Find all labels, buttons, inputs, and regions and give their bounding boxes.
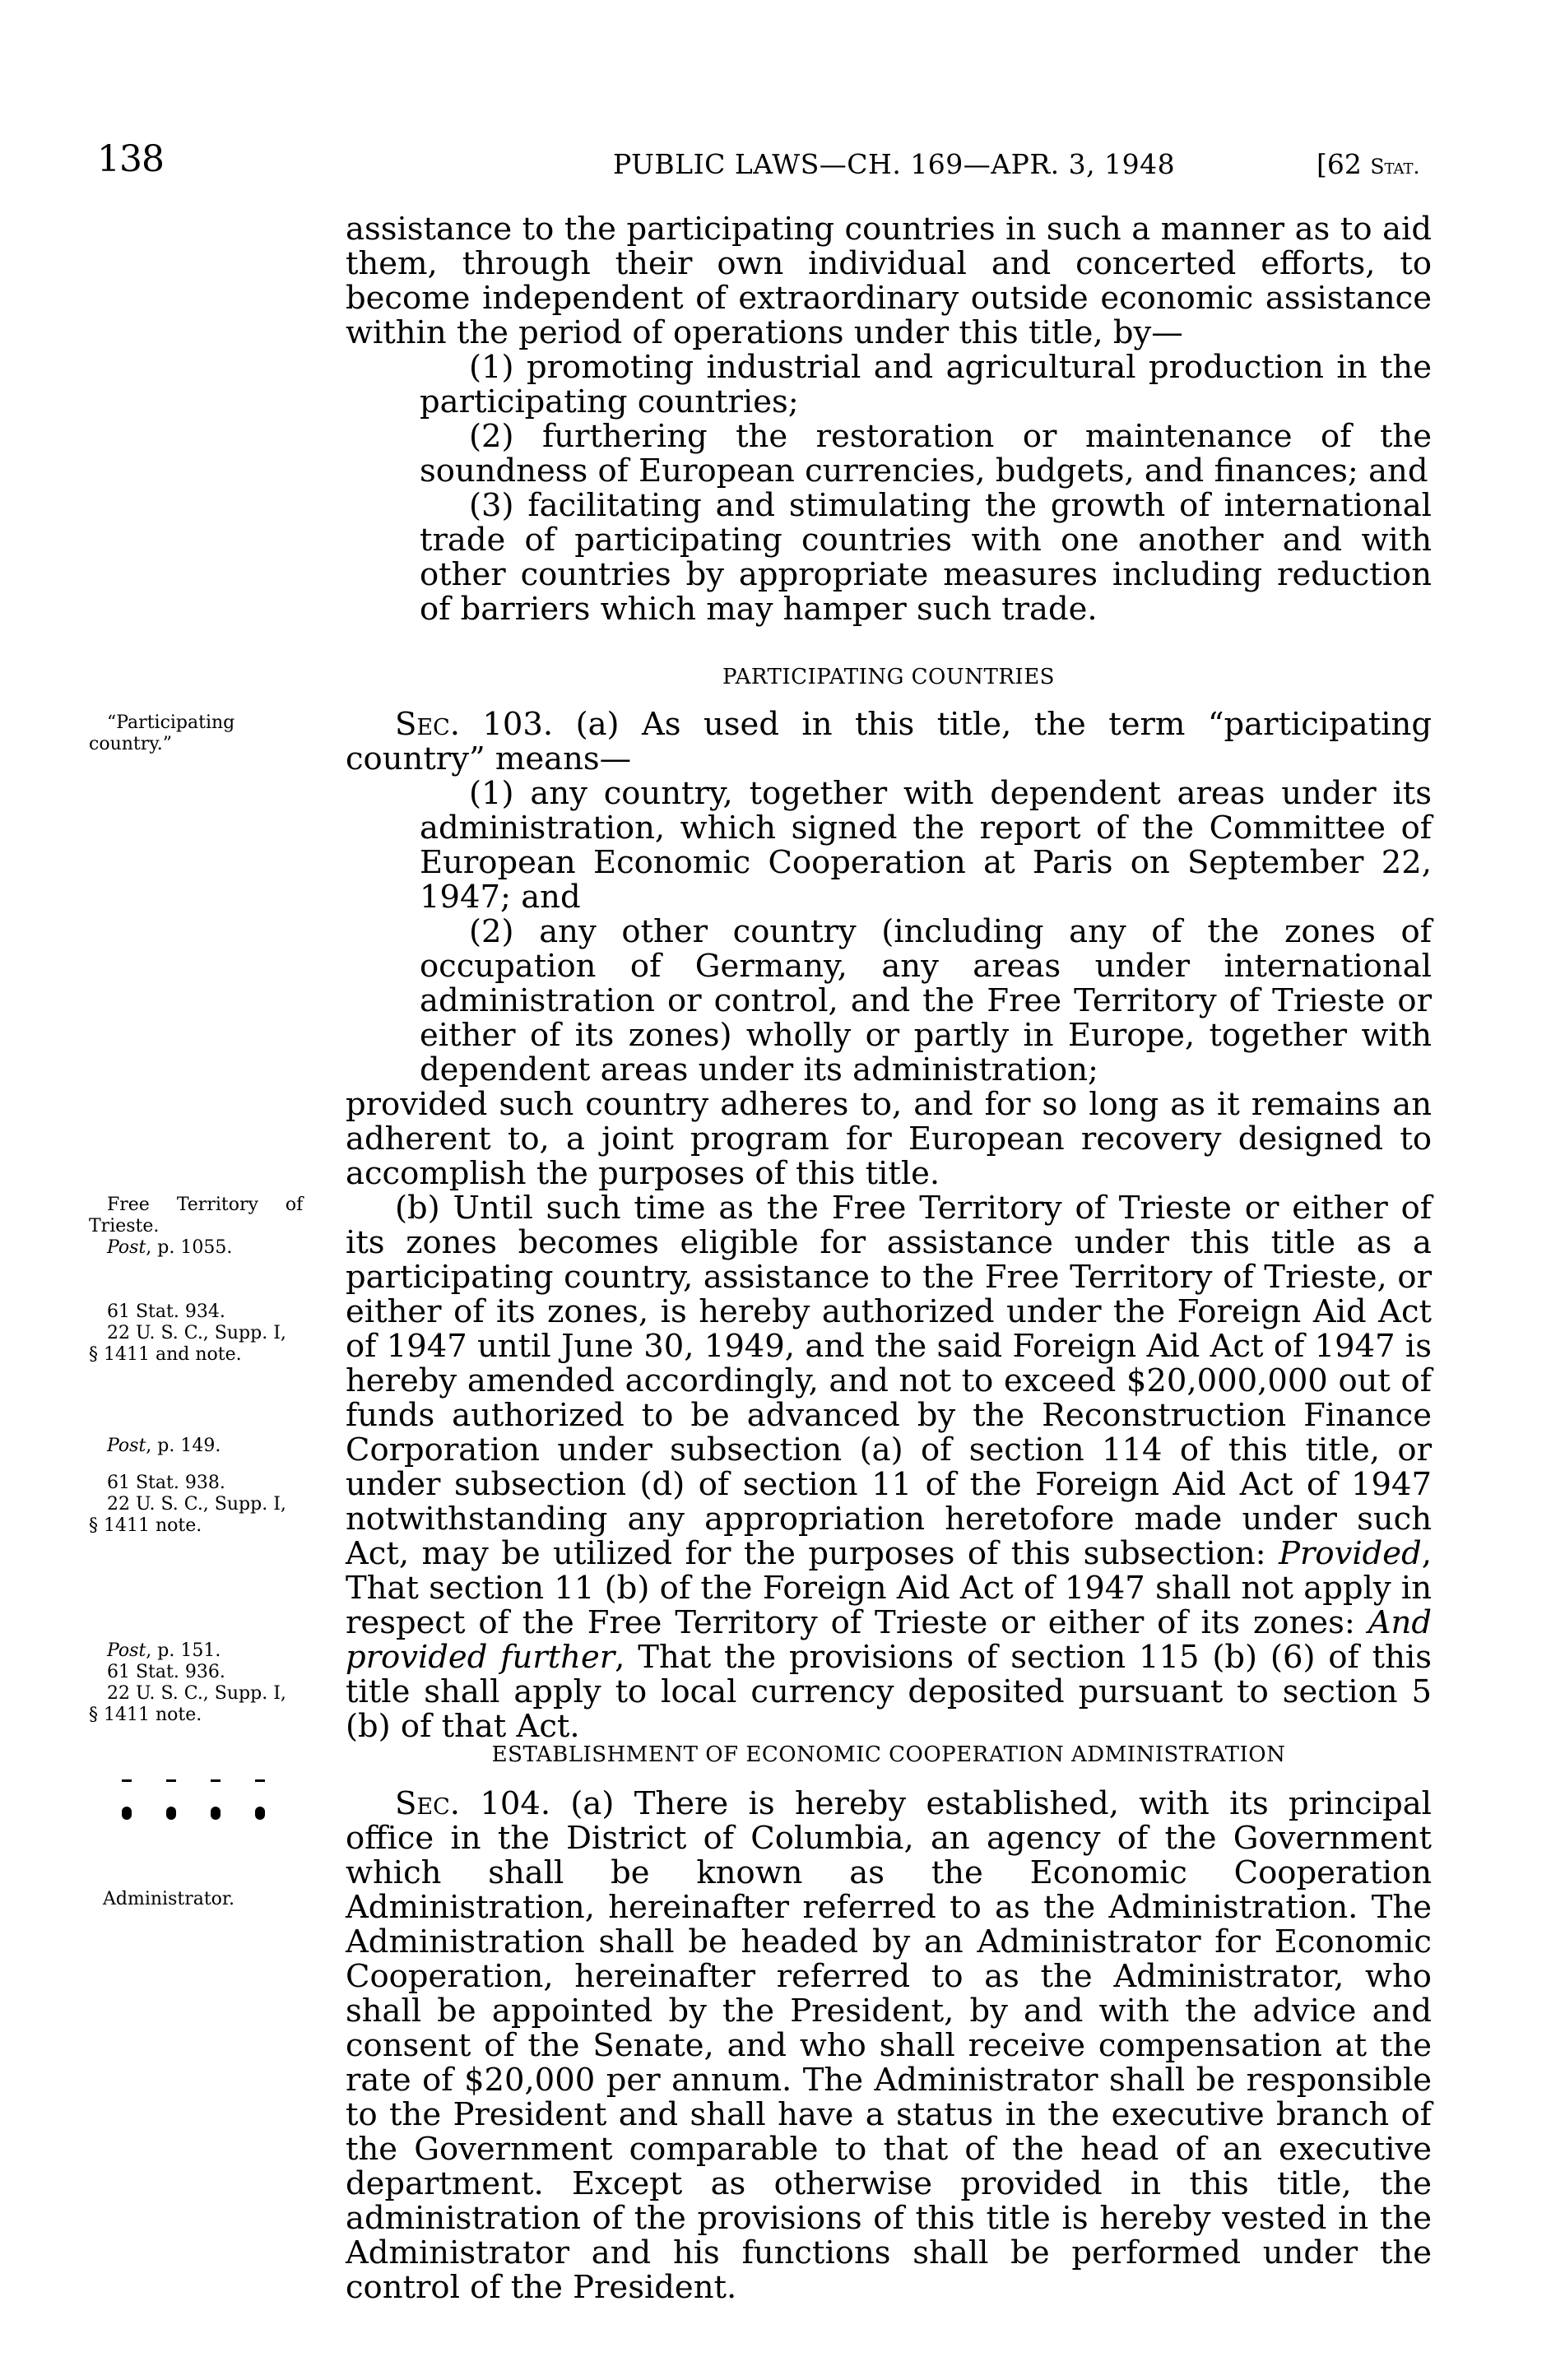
sec104-label: Sec. 104. [395,1785,551,1822]
margin-note-post-149 [89,1436,327,1457]
bullet-dot-icon [122,1807,132,1820]
page-header [0,138,1551,188]
section-heading-participating-countries: PARTICIPATING COUNTRIES [722,665,1055,689]
margin-note-line: § 1411 and note. [89,1344,242,1365]
dash-mark [122,1779,132,1782]
dash-mark [211,1779,221,1782]
stat-prefix: [62 [1316,148,1371,180]
post-italic: Post [107,1237,146,1258]
margin-note-post-151 [89,1640,327,1726]
post-page: , p. 1055. [146,1237,233,1258]
intro-lead: assistance to the participating countries in such a manner as to aid them, through their own individual and concerted efforts, to become independent of extraordinary outside economic assistance within the period of operations under this title, by— [346,211,1432,351]
sec103-b [346,1191,1432,1744]
sec103-item-2: (2) any other country (including any of the zones of occupation of Germany, any areas under international administration or control, and the Free Territory of Trieste or either of its zones) wholly or partly in Europe, together with dependent areas under its administration; [420,913,1432,1088]
bullet-dot-icon [255,1807,265,1820]
post-italic: Post [107,1640,146,1661]
margin-note-line: “Participating [107,712,235,733]
ornament-dots [122,1807,265,1820]
section-104 [346,1787,1432,2305]
sec104-a [346,1787,1432,2305]
margin-note-line: 22 U. S. C., Supp. I, [107,1323,286,1343]
sec103-b-italic-2: And provided further [346,1604,1432,1676]
bullet-dot-icon [166,1807,176,1820]
margin-note-line: 61 Stat. 938. [107,1473,225,1493]
ornament-dashes [122,1779,265,1782]
margin-note-line [89,1436,327,1457]
intro-item-2: (2) furthering the restoration or maintenance of the soundness of European currencies, budgets, and finances; and [420,418,1432,489]
sec103-b-text-3: , That the provisions of section 115 (b) (6) of this title shall apply to local currency deposited pursuant to section 5 (b) of that Act. [346,1639,1432,1745]
bullet-dot-icon [211,1807,221,1820]
margin-note-line: Trieste. [89,1216,160,1236]
dash-mark [255,1779,265,1782]
post-page: , p. 151. [146,1640,221,1661]
margin-note-line: Administrator. [103,1889,235,1909]
section-heading-eca: ESTABLISHMENT OF ECONOMIC COOPERATION ADMINISTRATION [491,1742,1286,1767]
sec103-proviso: provided such country adheres to, and for so long as it remains an adherent to, a joint program for European recovery designed to accomplish the purposes of this title. [346,1086,1432,1192]
sec104-a-text: (a) There is hereby established, with its principal office in the District of Columbia, an agency of the Government which shall be known as the Economic Cooperation Administration, hereinafter referred to as the Administration. The Administration shall be headed by an Administrator for Economic Cooperation, hereinafter referred to as the Administrator, who shall be appointed by the President, by and with the advice and consent of the Senate, and who shall receive compensation at the rate of $20,000 per annum. The Administrator shall be responsible to the President and shall have a status in the executive branch of the Government comparable to that of the head of an executive department. Except as otherwise provided in this title, the administration of the provisions of this title is hereby vested in the Administrator and his functions shall be performed under the control of the President. [346,1785,1432,2306]
margin-note-post-1055 [89,1237,327,1259]
sec103-b-text-2: , That section 11 (b) of the Foreign Aid Act of 1947 shall not apply in respect of the Free Territory of Trieste or either of its zones: [346,1535,1432,1641]
stat-label: Stat. [1370,155,1420,179]
sec103-item-1: (1) any country, together with dependent areas under its administration, which signed the report of the Committee of European Economic Cooperation at Paris on September 22, 1947; and [420,775,1432,916]
running-head: PUBLIC LAWS—CH. 169—APR. 3, 1948 [613,148,1176,180]
margin-note-line: Free Territory of [107,1195,304,1215]
margin-note-participating-country [89,712,327,755]
statute-volume-ref [1316,148,1419,180]
page-number: 138 [97,138,164,180]
sec103-label: Sec. 103. [395,706,554,743]
post-page: , p. 149. [146,1436,221,1456]
margin-note-61-stat-938 [89,1473,327,1537]
intro-block [346,212,1432,627]
margin-note-61-stat-934 [89,1301,327,1366]
margin-note-line: § 1411 note. [89,1705,202,1725]
margin-note-line: 22 U. S. C., Supp. I, [107,1683,286,1704]
margin-note-trieste [89,1195,327,1259]
margin-note-line: § 1411 note. [89,1515,202,1536]
sec103-a-text: (a) As used in this title, the term “participating country” means— [346,706,1432,777]
intro-item-3: (3) facilitating and stimulating the growth of international trade of participating countries with one another and with other countries by appropriate measures including reduction of barriers which may hamper such trade. [420,487,1432,628]
margin-note-line: 61 Stat. 934. [107,1301,225,1322]
margin-note-line [89,1640,327,1662]
sec103-a [346,708,1432,777]
dash-mark [166,1779,176,1782]
sec103-b-italic-1: Provided [1279,1535,1422,1572]
margin-note-line: 22 U. S. C., Supp. I, [107,1494,286,1515]
intro-item-1: (1) promoting industrial and agricultural production in the participating countries; [420,349,1432,420]
section-103 [346,708,1432,1744]
sec103-b-text-1: (b) Until such time as the Free Territory of Trieste or either of its zones becomes eligible for assistance under this title as a participating country, assistance to the Free Territory of Trieste, or either of its zones, is hereby authorized under the Foreign Aid Act of 1947 until June 30, 1949, and the said Foreign Aid Act of 1947 is hereby amended accordingly, and not to exceed $20,000,000 out of funds authorized to be advanced by the Reconstruction Finance Corporation under subsection (a) of section 114 of this title, or under subsection (d) of section 11 of the Foreign Aid Act of 1947 notwithstanding any appropriation heretofore made under such Act, may be utilized for the purposes of this subsection: [346,1190,1432,1572]
post-italic: Post [107,1436,146,1456]
margin-note-line: country.” [89,734,173,754]
margin-note-administrator [103,1889,341,1910]
margin-note-line: 61 Stat. 936. [107,1662,225,1682]
